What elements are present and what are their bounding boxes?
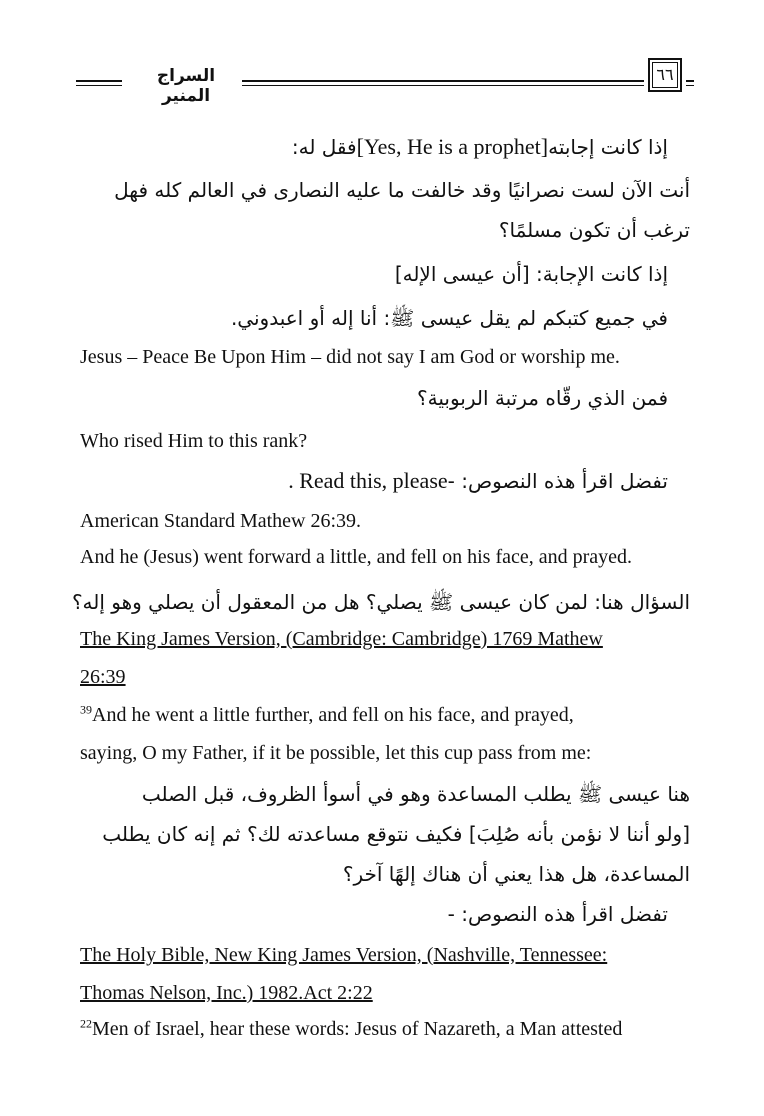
line-10: American Standard Mathew 26:39.	[80, 510, 362, 532]
line-14: 26:39	[80, 666, 126, 688]
line-1	[292, 134, 668, 160]
line-5: في جميع كتبكم لم يقل عيسى ﷺ: أنا إله أو اعبدوني.	[230, 306, 668, 330]
line-12: السؤال هنا: لمن كان عيسى ﷺ يصلي؟ هل من المعقول أن يصلي وهو إله؟	[71, 590, 690, 614]
line-15	[80, 704, 574, 727]
line-18: [ولو أننا لا نؤمن بأنه صُلِبَ] فكيف نتوقع مساعدته لك؟ ثم إنه كان يطلب	[102, 822, 690, 846]
line-11: And he (Jesus) went forward a little, and fell on his face, and prayed.	[80, 546, 633, 568]
page-header	[76, 56, 694, 106]
line-15-text: And he went a little further, and fell on his face, and prayed,	[92, 704, 574, 726]
line-9-arabic: تفضل اقرأ هذه النصوص: -	[447, 469, 668, 493]
line-19: المساعدة، هل هذا يعني أن هناك إلهًا آخر؟	[342, 862, 690, 886]
header-rule-middle	[242, 80, 644, 86]
line-13: The King James Version, (Cambridge: Cambridge) 1769 Mathew	[80, 628, 603, 650]
line-8: Who rised Him to this rank?	[80, 430, 308, 452]
line-23-text: Men of Israel, hear these words: Jesus of Nazareth, a Man attested	[92, 1018, 623, 1040]
line-9	[288, 468, 668, 494]
line-17: هنا عيسى ﷺ يطلب المساعدة وهو في أسوأ الظروف، قبل الصلب	[141, 782, 690, 806]
line-1-arabic-a: إذا كانت إجابته	[548, 135, 668, 159]
verse-number-39: 39	[80, 702, 92, 717]
line-21: The Holy Bible, New King James Version, (Nashville, Tennessee:	[80, 944, 608, 966]
line-9-english: . Read this, please	[288, 468, 448, 493]
header-rule-right	[686, 80, 694, 86]
book-title: السراج المنير	[156, 66, 216, 106]
line-22: Thomas Nelson, Inc.) 1982.Act 2:22	[80, 982, 373, 1004]
line-23	[80, 1018, 622, 1041]
line-1-english: [Yes, He is a prophet]	[356, 134, 549, 159]
line-20: تفضل اقرأ هذه النصوص: -	[447, 902, 668, 926]
line-7: فمن الذي رقّاه مرتبة الربوبية؟	[417, 386, 668, 410]
line-2: أنت الآن لست نصرانيًا وقد خالفت ما عليه النصارى في العالم كله فهل	[114, 178, 690, 202]
line-6: Jesus – Peace Be Upon Him – did not say I am God or worship me.	[80, 346, 620, 368]
verse-number-22: 22	[80, 1016, 92, 1031]
line-4: إذا كانت الإجابة: [أن عيسى الإله]	[394, 262, 668, 286]
header-rule-left	[76, 80, 122, 86]
line-16: saying, O my Father, if it be possible, let this cup pass from me:	[80, 742, 592, 764]
page-number: ٦٦	[648, 58, 682, 92]
line-3: ترغب أن تكون مسلمًا؟	[498, 218, 690, 242]
line-1-arabic-b: فقل له:	[291, 135, 357, 159]
